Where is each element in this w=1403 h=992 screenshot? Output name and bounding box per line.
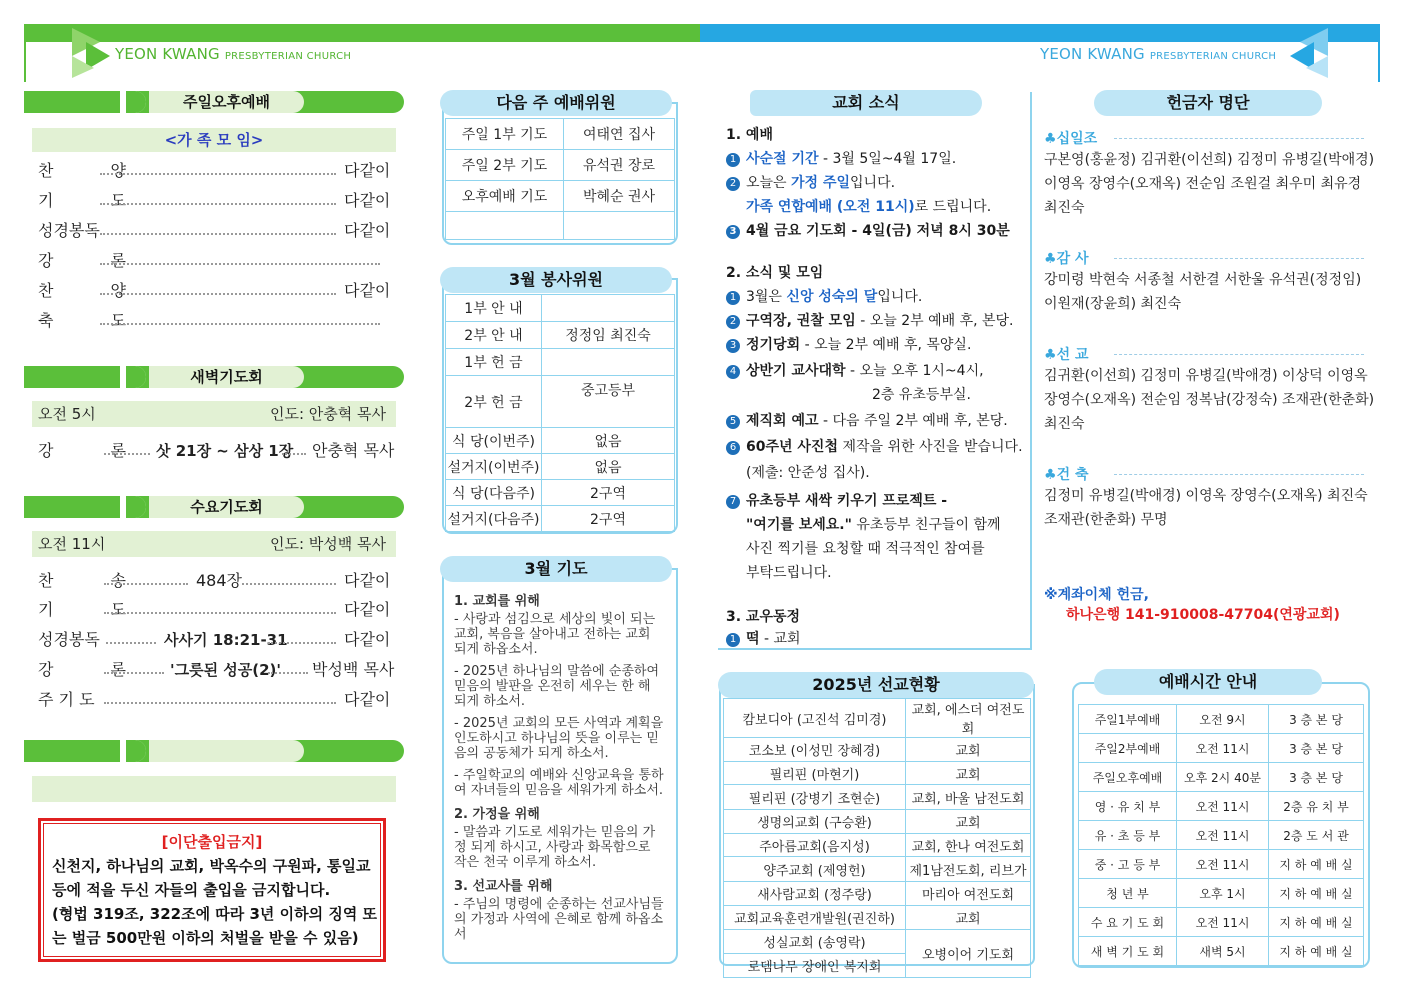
prayer-item: - 말씀과 기도로 세워가는 믿음의 가정 되게 하시고, 사랑과 화목함으로 작은 천국 이루게 하소서.: [454, 825, 656, 870]
news-title: 교회 소식: [750, 90, 982, 116]
news-item: 1 사순절 기간 - 3월 5일~4월 17일.: [726, 148, 956, 168]
dawn-info-bar: [32, 401, 396, 427]
donor-group: [1044, 128, 1366, 148]
header-bar-left: [24, 24, 700, 42]
warning-text: 는 벌금 500만원 이하의 처벌을 받을 수 있음): [52, 929, 359, 947]
news-item: 1 떡 - 교회: [726, 628, 801, 648]
donor-names: 구본영(홍윤정) 김귀환(이선희) 김정미 유병길(박애경) 이영옥 장영수(오재옥) 전순임 조원걸 최우미 최유경 최진숙: [1044, 152, 1375, 216]
prayer-heading: 1. 교회를 위해: [454, 594, 540, 609]
march-servants-panel: 1부 안 내 2부 안 내 정정임 최진숙 1부 헌 금 2부 헌 금 중고등부 식 당(이번주) 없음 설거지(이번주) 없음 식 당(다음주) 2구역 설거지(다음주) 2구역: [442, 278, 678, 534]
church-logo-icon: [1284, 20, 1340, 82]
news-item: 3 4월 금요 기도회 - 4일(금) 저녁 8시 30분: [726, 220, 1010, 240]
donor-names: 김귀환(이선희) 김정미 유병길(박애경) 이상덕 이영옥 장영수(오재옥) 전순임 정복남(강정숙) 조재관(한춘화) 최진숙: [1044, 368, 1375, 432]
warning-box: [38, 818, 386, 962]
dawn-sermon-row: 강 론 삿 21장 ~ 삼상 1장 안충혁 목사: [38, 441, 395, 460]
march-servants-title: 3월 봉사위원: [440, 267, 672, 293]
prayer-heading: 3. 선교사를 위해: [454, 879, 553, 894]
news-divider: [1030, 92, 1032, 650]
schedule-panel: 주일1부예배 오전 9시 3 층 본 당 주일2부예배 오전 11시 3 층 본 당 주일오후예배 오후 2시 40분 3 층 본 당 영 · 유 치 부 오전 11시 2층 유 치 부 유 · 초 등 부 오전 11시 2층 도 서 관 중 · 고 등 부 오전 11시 지 하 예 배 실 청 년 부 오후 1시 지 하 예 배 실 수 요 기 도 회 오전 11시 지 하 예 배 실 새 벽 기 도 회 새벽 5시 지 하 예 배 실: [1072, 682, 1370, 968]
donor-group: [1044, 344, 1366, 364]
wednesday-heading: 수요기도회: [24, 496, 404, 518]
schedule-title: 예배시간 안내: [1094, 669, 1322, 695]
news-item: 부탁드립니다.: [746, 565, 832, 581]
order-row: 축 도: [38, 306, 388, 336]
donor-group: [1044, 248, 1366, 268]
mission-heading: ♣선 교: [1044, 347, 1089, 363]
order-row: 기 도 다같이: [38, 191, 391, 210]
order-row: 기 도 다같이: [38, 600, 391, 619]
empty-bar: [32, 776, 396, 802]
prayer-item: - 사랑과 섬김으로 세상의 빛이 되는 교회, 복음을 살아내고 전하는 교회 되게 하옵소서.: [454, 612, 656, 657]
order-row: 성경봉독 사사기 18:21-31 다같이: [38, 630, 391, 649]
account-label: ※계좌이체 헌금,: [1044, 587, 1149, 603]
order-row: 찬 양 다같이: [38, 161, 391, 180]
news-item: (제출: 안준성 집사).: [746, 465, 870, 481]
news-item: 4 상반기 교사대학 - 오늘 오후 1시~4시,: [726, 360, 984, 380]
brand-left: YEON KWANG PRESBYTERIAN CHURCH: [115, 45, 352, 63]
header-edge-left: [24, 42, 26, 82]
news-body: [726, 120, 1026, 650]
donor-names: 김정미 유병길(박애경) 이영옥 장영수(오재옥) 최진숙 조재관(한춘화) 무명: [1044, 488, 1368, 528]
order-row: 강 론: [38, 246, 388, 276]
news-item: 2층 유초등부실.: [872, 387, 971, 403]
news-item: 6 60주년 사진첩 제작을 위한 사진을 받습니다.: [726, 436, 1023, 456]
march-prayer-panel: [442, 568, 678, 964]
order-row: 주 기 도 다같이: [38, 690, 391, 709]
donors-title: 헌금자 명단: [1094, 90, 1322, 116]
thanks-heading: ♣감 사: [1044, 251, 1089, 267]
prayer-heading: 2. 가정을 위해: [454, 807, 540, 822]
warning-title: [이단출입금지]: [161, 833, 263, 851]
dawn-time: 오전 5시: [38, 405, 96, 423]
header-edge-right: [1378, 42, 1380, 82]
donor-group: [1044, 464, 1366, 484]
wednesday-time: 오전 11시: [38, 535, 106, 553]
news-section: 2. 소식 및 모임: [726, 265, 824, 281]
news-item: "여기를 보세요." 유초등부 친구들이 함께: [746, 517, 1001, 533]
news-item: 2 구역장, 권찰 모임 - 오늘 2부 예배 후, 본당.: [726, 310, 1014, 330]
mission-title: 2025년 선교현황: [718, 672, 1034, 698]
mission-panel: 캄보디아 (고진석 김미경) 교회, 에스더 여전도회 코소보 (이성민 장혜경) 교회 필리핀 (마현기) 교회 필리핀 (강병기 조현순) 교회, 바울 남전도회 생명의교회 (구승환) 교회 주아름교회(음지성) 교회, 한나 여전도회 양주교회 (제영헌) 제1남전도회, 리브가 새사람교회 (정주랑) 마리아 여전도회 교회교육훈련개발원(권진하) 교회 성실교회 (송영락) 오병이어 기도회 로뎀나무 장애인 복지회: [719, 684, 1035, 966]
prayer-item: - 2025년 하나님의 말씀에 순종하여 믿음의 발판을 온전히 세우는 한 해 되게 하소서.: [454, 664, 660, 709]
empty-heading: [24, 740, 404, 762]
prayer-item: - 주일학교의 예배와 신앙교육을 통하여 자녀들의 믿음을 세워가게 하소서.: [454, 768, 664, 798]
donor-names: 강미령 박현숙 서종철 서한결 서한울 유석권(정정임) 이원재(장윤희) 최진숙: [1044, 272, 1362, 312]
brand-right: YEON KWANG PRESBYTERIAN CHURCH: [1040, 45, 1277, 63]
wednesday-leader: 인도: 박성백 목사: [269, 535, 386, 553]
building-heading: ♣건 축: [1044, 467, 1089, 483]
afternoon-subtitle: <가 족 모 임>: [32, 128, 396, 152]
warning-text: 신천지, 하나님의 교회, 박옥수의 구원파, 통일교: [52, 857, 371, 875]
afternoon-heading: 주일오후예배: [24, 91, 404, 113]
account-number: 하나은행 141-910008-47704(연광교회): [1066, 607, 1340, 623]
church-logo-icon: [60, 20, 116, 82]
dawn-leader: 인도: 안충혁 목사: [269, 405, 386, 423]
wednesday-info-bar: [32, 531, 396, 557]
news-item: 5 제직회 예고 - 다음 주일 2부 예배 후, 본당.: [726, 410, 1008, 430]
order-row: 찬 송 484장 다같이: [38, 571, 391, 590]
tithe-heading: ♣십일조: [1044, 131, 1098, 147]
news-item: 1 3월은 신앙 성숙의 달입니다.: [726, 286, 922, 306]
news-item: 3 정기당회 - 오늘 2부 예배 후, 목양실.: [726, 334, 971, 354]
order-row: 찬 양 다같이: [38, 281, 391, 300]
next-committee-panel: 주일 1부 기도 여태연 집사 주일 2부 기도 유석권 장로 오후예배 기도 박혜순 권사: [442, 102, 678, 245]
prayer-item: - 주님의 명령에 순종하는 선교사님들의 가정과 사역에 은혜로 함께 하옵소서: [454, 897, 664, 942]
news-item: 가족 연합예배 (오전 11시)로 드립니다.: [746, 199, 992, 215]
warning-text: (형법 319조, 322조에 따라 3년 이하의 징역 또: [52, 905, 378, 923]
next-committee-title: 다음 주 예배위원: [440, 90, 672, 116]
news-section: 3. 교우동정: [726, 609, 801, 625]
order-row: 성경봉독 다같이: [38, 221, 391, 240]
prayer-item: - 2025년 교회의 모든 사역과 계획을 인도하시고 하나님의 뜻을 이루는 믿음의 공동체가 되게 하소서.: [454, 716, 664, 761]
news-item: 2 오늘은 가정 주일입니다.: [726, 172, 895, 192]
order-row: 강 론 '그릇된 성공(2)' 박성백 목사: [38, 660, 395, 679]
warning-text: 등에 적을 두신 자들의 출입을 금지합니다.: [52, 881, 331, 899]
header-bar-right: [700, 24, 1380, 42]
news-section: 1. 예배: [726, 127, 773, 143]
news-item: 사진 찍기를 요청할 때 적극적인 참여를: [746, 541, 985, 557]
dawn-heading: 새벽기도회: [24, 366, 404, 388]
news-item: 7 유초등부 새싹 키우기 프로젝트 -: [726, 490, 947, 510]
march-prayer-title: 3월 기도: [440, 556, 672, 582]
